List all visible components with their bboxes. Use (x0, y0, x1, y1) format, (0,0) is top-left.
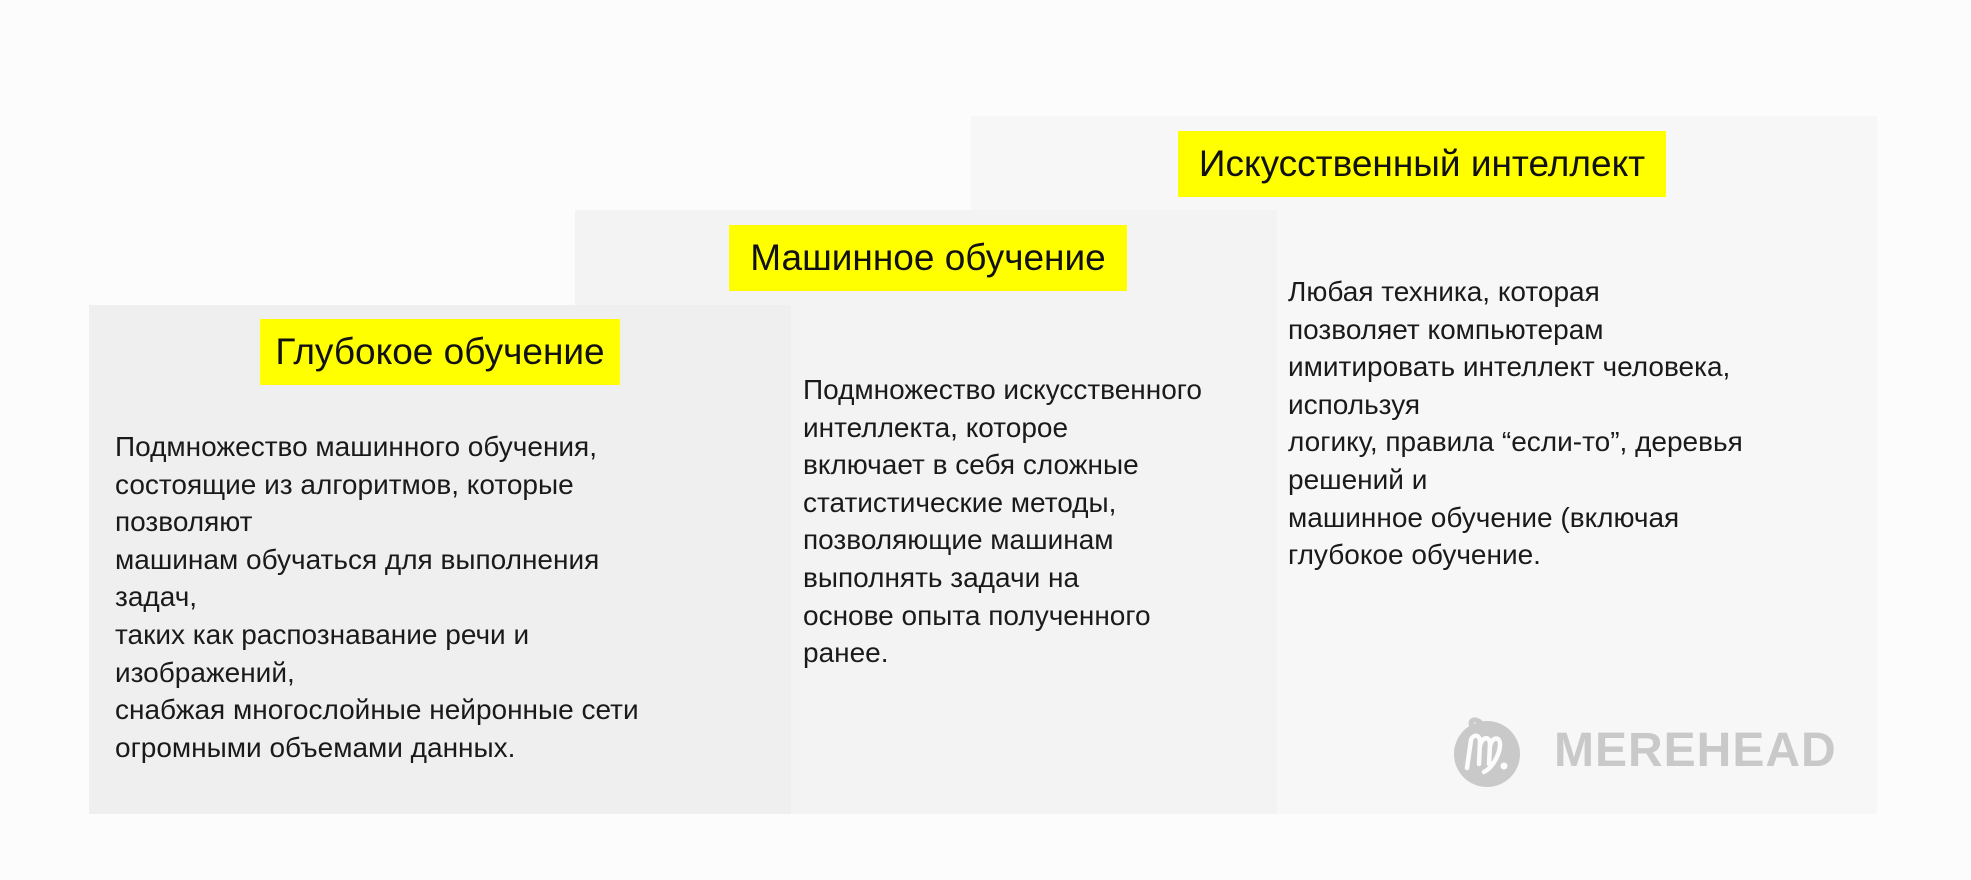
ml-description-line: включает в себя сложные (803, 449, 1139, 481)
dl-description-line: огромными объемами данных. (115, 731, 516, 763)
dl-description (115, 428, 639, 766)
dl-description-line: изображений, (115, 656, 295, 688)
dl-description-line: позволяют (115, 506, 253, 538)
ai-description-line: решений и (1288, 463, 1428, 495)
ai-description-line: глубокое обучение. (1288, 539, 1541, 571)
ml-description-line: статистические методы, (803, 486, 1117, 518)
dl-description-line: Подмножество машинного обучения, (115, 431, 598, 462)
ml-description-line: интеллекта, которое (803, 411, 1069, 443)
ai-description-line: имитировать интеллект человека, (1288, 351, 1731, 383)
merehead-logo-icon (1450, 714, 1524, 788)
ai-description-line: используя (1288, 388, 1421, 420)
ai-description-line: позволяет компьютерам (1288, 313, 1604, 345)
ai-description-line: машинное обучение (включая (1288, 501, 1680, 533)
ai-description-line: логику, правила “если-то”, деревья (1288, 426, 1743, 458)
dl-title: Глубокое обучение (260, 319, 620, 385)
ai-description-line: Любая техника, которая (1288, 276, 1600, 307)
merehead-logo-text: MEREHEAD (1554, 724, 1837, 777)
dl-description-line: машинам обучаться для выполнения (115, 543, 600, 575)
dl-description-line: состоящие из алгоритмов, которые (115, 468, 574, 500)
ml-description-line: ранее. (803, 637, 889, 669)
ml-description-line: основе опыта полученного (803, 599, 1151, 631)
ml-title: Машинное обучение (729, 225, 1127, 291)
dl-description-line: снабжая многослойные нейронные сети (115, 694, 639, 726)
merehead-logo (1450, 714, 1837, 788)
ml-description-line: выполнять задачи на (803, 561, 1080, 593)
dl-description-line: таких как распознавание речи и (115, 618, 530, 650)
ml-description-line: Подмножество искусственного (803, 374, 1202, 405)
dl-description-line: задач, (115, 581, 198, 613)
ml-description (803, 371, 1202, 672)
ai-description (1288, 273, 1743, 574)
ai-title: Искусственный интеллект (1178, 131, 1666, 197)
ml-description-line: позволяющие машинам (803, 524, 1114, 556)
